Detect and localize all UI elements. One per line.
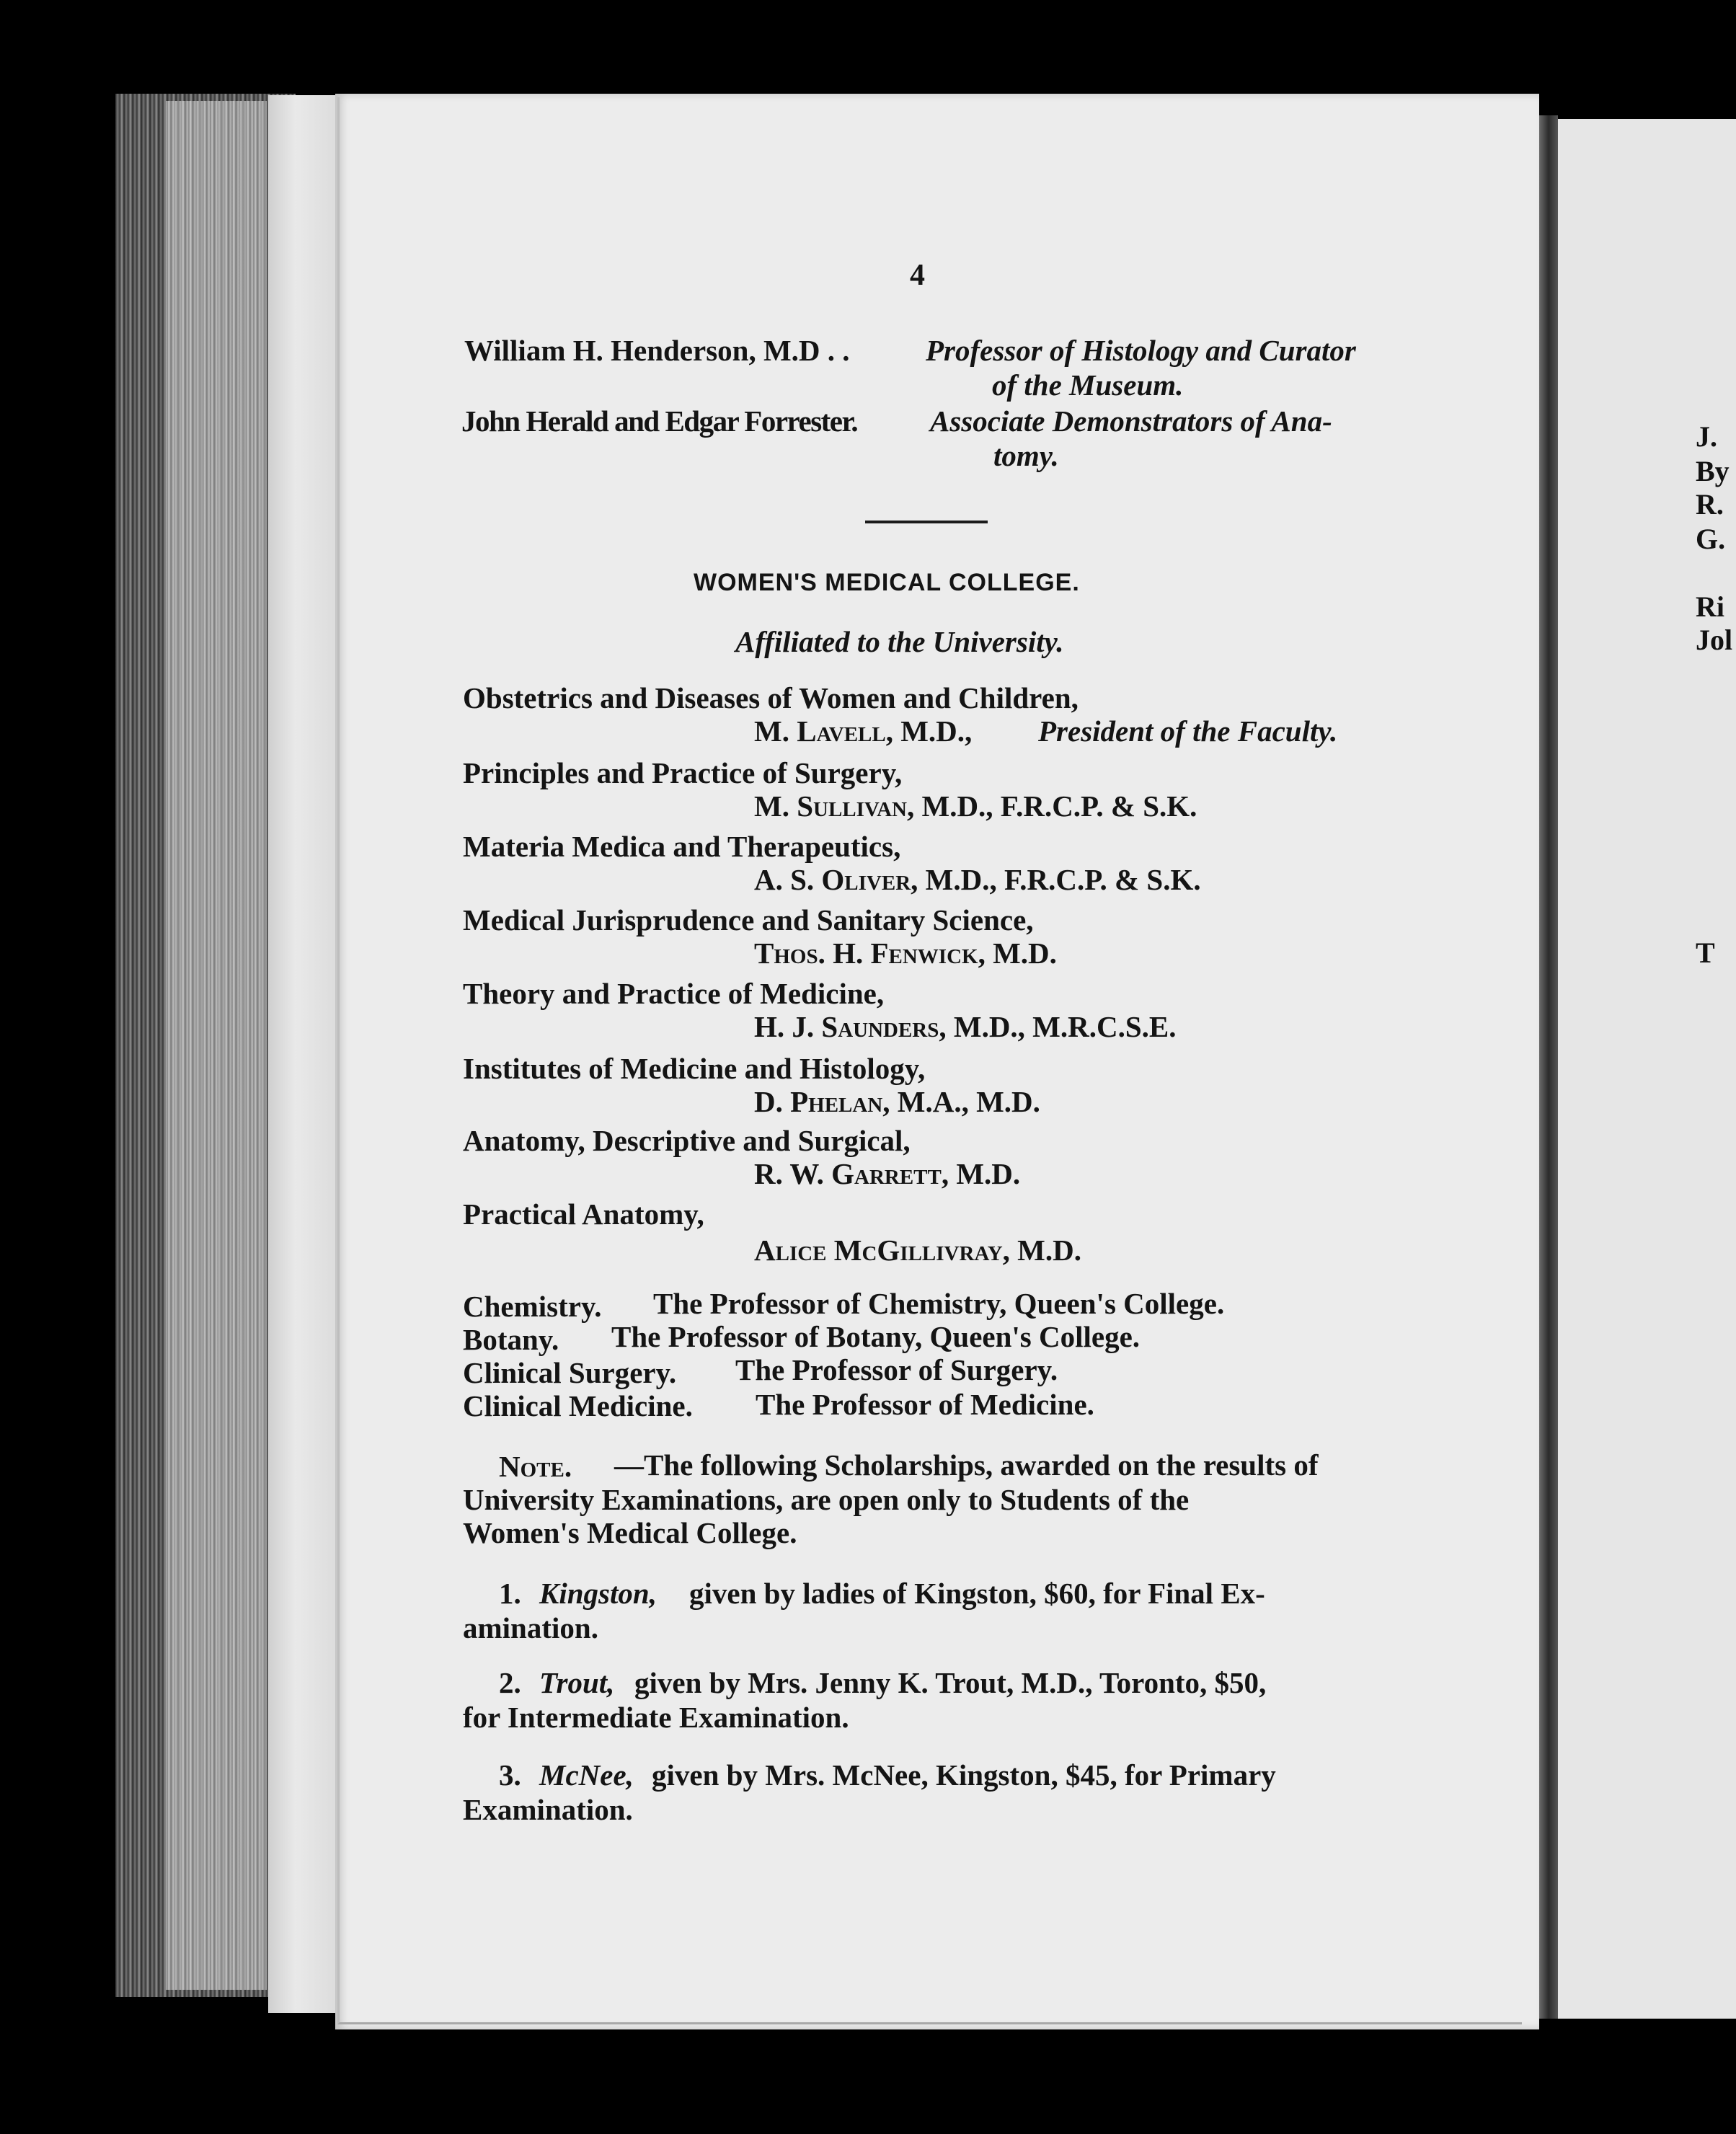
faculty-subject: Materia Medica and Therapeutics,: [463, 830, 901, 863]
officer-title: Associate Demonstrators of Ana-: [930, 404, 1332, 438]
faculty-member: M. Sullivan, M.D., F.R.C.P. & S.K.: [754, 789, 1197, 823]
officer-name: William H. Henderson, M.D . .: [464, 334, 850, 367]
faculty-subject: Anatomy, Descriptive and Surgical,: [463, 1124, 911, 1157]
faculty-subject: Theory and Practice of Medicine,: [463, 977, 885, 1010]
course-subject: Clinical Surgery.: [463, 1356, 677, 1389]
faculty-role: President of the Faculty.: [1038, 714, 1338, 748]
faculty-member: M. Lavell, M.D.,: [754, 714, 973, 748]
officer-title: tomy.: [993, 439, 1059, 472]
facing-fragment: Jol: [1696, 624, 1733, 656]
scholarship-name: Trout,: [539, 1666, 615, 1699]
faculty-member: D. Phelan, M.A., M.D.: [754, 1085, 1040, 1118]
scholarship-name: Kingston,: [539, 1577, 657, 1610]
faculty-subject: Principles and Practice of Surgery,: [463, 756, 903, 789]
facing-fragment: By: [1696, 455, 1730, 487]
officer-title: of the Museum.: [992, 368, 1184, 402]
faculty-subject: Practical Anatomy,: [463, 1197, 704, 1231]
course-teacher: The Professor of Botany, Queen's College.: [611, 1320, 1141, 1353]
faculty-member: Alice McGillivray, M.D.: [754, 1234, 1081, 1267]
faculty-member: Thos. H. Fenwick, M.D.: [754, 937, 1057, 970]
course-teacher: The Professor of Chemistry, Queen's College.: [653, 1287, 1225, 1320]
scholarship-number: 3.: [499, 1758, 521, 1792]
course-teacher: The Professor of Surgery.: [735, 1353, 1058, 1386]
faculty-member: A. S. Oliver, M.D., F.R.C.P. & S.K.: [754, 863, 1201, 896]
officer-title: Professor of Histology and Curator: [926, 334, 1356, 367]
note-text: University Examinations, are open only to Students of the: [463, 1483, 1190, 1516]
note-label: Note.: [499, 1450, 572, 1483]
course-subject: Clinical Medicine.: [463, 1389, 693, 1422]
page-number: 4: [910, 259, 925, 292]
note-text: Women's Medical College.: [463, 1516, 797, 1549]
scholarship-text: amination.: [463, 1611, 598, 1644]
facing-fragment: T: [1696, 937, 1715, 969]
section-subtitle: Affiliated to the University.: [735, 625, 1064, 658]
course-subject: Botany.: [463, 1323, 559, 1356]
note-text: —The following Scholarships, awarded on the results of: [614, 1448, 1319, 1482]
faculty-subject: Institutes of Medicine and Histology,: [463, 1052, 926, 1085]
officer-name: John Herald and Edgar Forrester.: [461, 404, 858, 438]
facing-fragment: Ri: [1696, 590, 1724, 623]
course-subject: Chemistry.: [463, 1290, 602, 1323]
scholarship-text: given by Mrs. McNee, Kingston, $45, for Primary: [652, 1758, 1276, 1792]
scholarship-number: 2.: [499, 1666, 521, 1699]
course-teacher: The Professor of Medicine.: [756, 1388, 1094, 1421]
scholarship-text: given by ladies of Kingston, $60, for Final Ex-: [689, 1577, 1265, 1610]
section-divider: [865, 521, 988, 523]
faculty-member: R. W. Garrett, M.D.: [754, 1157, 1021, 1190]
faculty-member: H. J. Saunders, M.D., M.R.C.S.E.: [754, 1010, 1177, 1043]
section-title: WOMEN'S MEDICAL COLLEGE.: [694, 569, 1080, 596]
scholarship-number: 1.: [499, 1577, 521, 1610]
scholarship-name: McNee,: [539, 1758, 634, 1792]
scholarship-text: for Intermediate Examination.: [463, 1701, 849, 1734]
facing-fragment: R.: [1696, 488, 1724, 521]
faculty-subject: Medical Jurisprudence and Sanitary Science,: [463, 903, 1034, 937]
faculty-subject: Obstetrics and Diseases of Women and Children,: [463, 681, 1079, 714]
scholarship-text: Examination.: [463, 1793, 633, 1826]
facing-fragment: J.: [1696, 420, 1717, 453]
facing-fragment: G.: [1696, 523, 1726, 555]
scholarship-text: given by Mrs. Jenny K. Trout, M.D., Toronto, $50,: [634, 1666, 1267, 1699]
